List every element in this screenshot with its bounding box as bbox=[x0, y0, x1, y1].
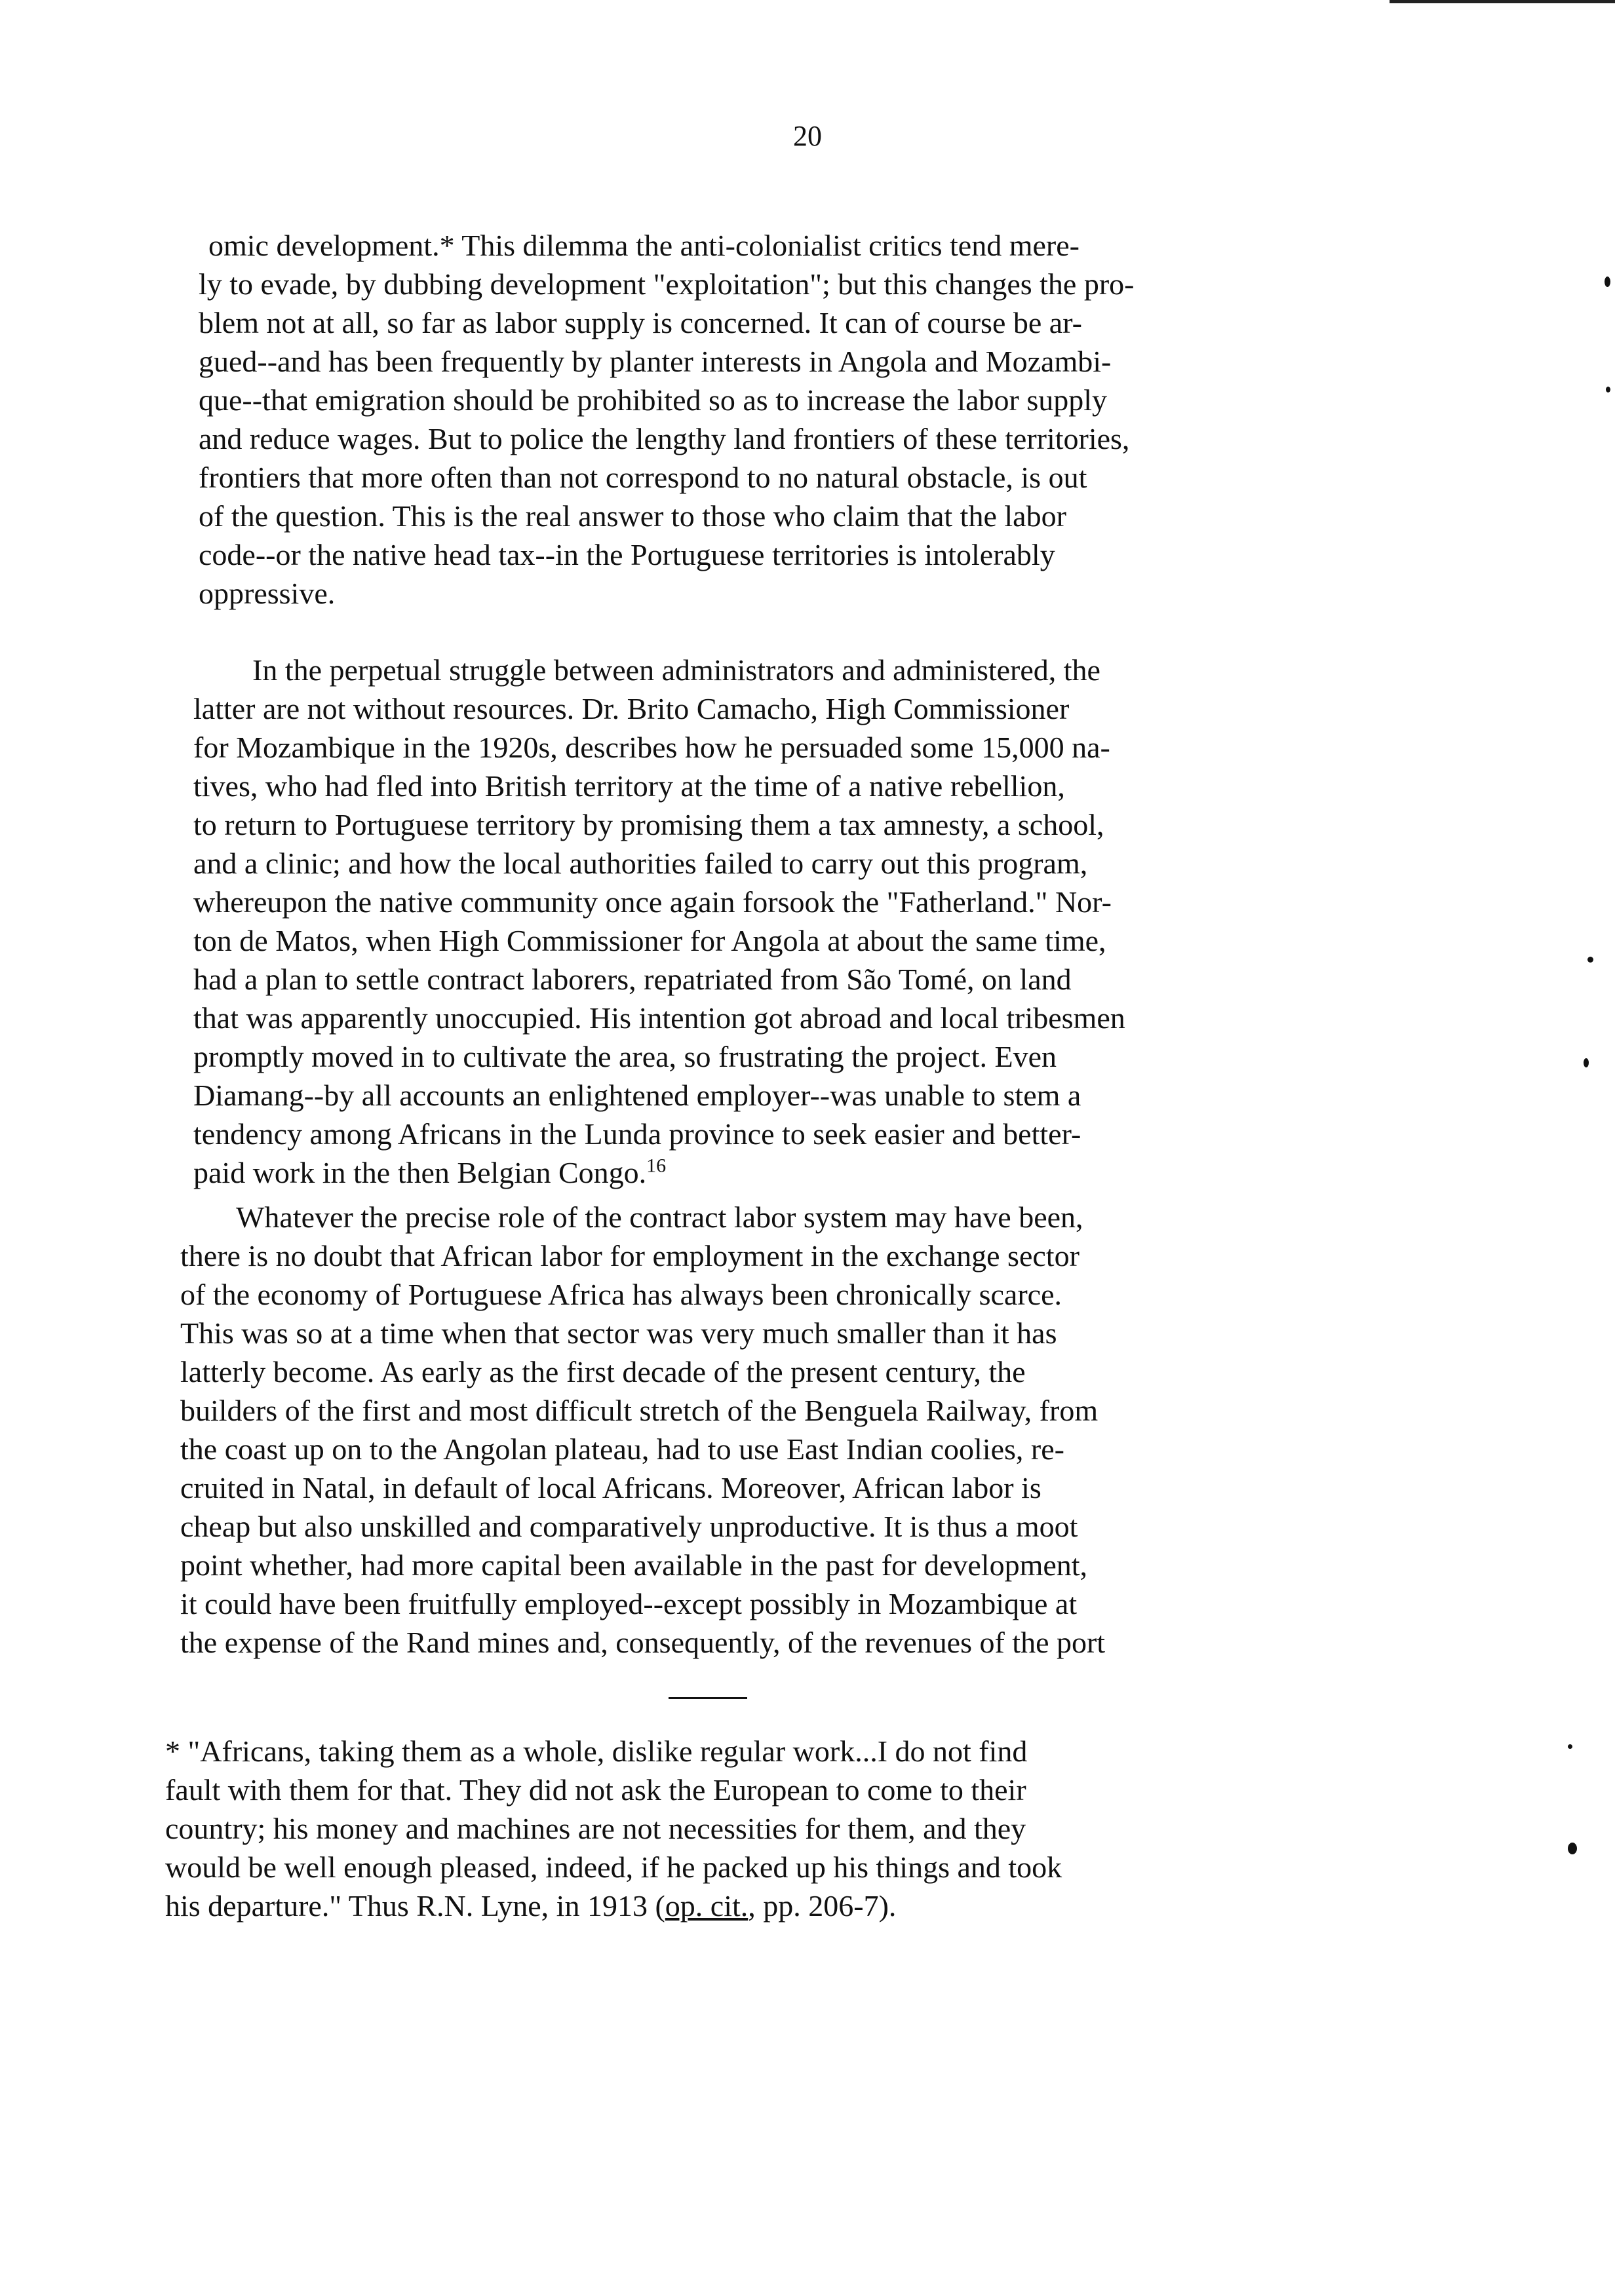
footnote-line: fault with them for that. They did not ask the European to come to their bbox=[165, 1773, 1026, 1807]
text-line: the coast up on to the Angolan plateau, had to use East Indian coolies, re- bbox=[180, 1432, 1064, 1466]
text-line: that was apparently unoccupied. His intention got abroad and local tribesmen bbox=[193, 1001, 1125, 1035]
text-line: tives, who had fled into British territory at the time of a native rebellion, bbox=[193, 769, 1065, 803]
text-line: and reduce wages. But to police the lengthy land frontiers of these territories, bbox=[199, 422, 1130, 455]
footnote-line: country; his money and machines are not necessities for them, and they bbox=[165, 1812, 1026, 1845]
text-line: Whatever the precise role of the contract labor system may have been, bbox=[236, 1200, 1083, 1234]
scan-speck bbox=[1568, 1843, 1577, 1854]
text-line-body: paid work in the then Belgian Congo. bbox=[193, 1156, 647, 1189]
text-line: gued--and has been frequently by planter interests in Angola and Mozambi- bbox=[199, 345, 1112, 378]
scan-speck bbox=[1568, 1744, 1572, 1749]
text-line: code--or the native head tax--in the Portuguese territories is intolerably bbox=[199, 538, 1055, 571]
footnote-text: his departure." Thus R.N. Lyne, in 1913 ( bbox=[165, 1889, 665, 1923]
text-line: omic development.* This dilemma the anti-colonialist critics tend mere- bbox=[208, 229, 1080, 262]
page-number: 20 bbox=[793, 120, 822, 152]
text-line: of the question. This is the real answer to those who claim that the labor bbox=[199, 499, 1066, 533]
footnote-separator bbox=[669, 1697, 747, 1699]
text-line: ton de Matos, when High Commissioner for Angola at about the same time, bbox=[193, 924, 1106, 957]
text-line: the expense of the Rand mines and, consequently, of the revenues of the port bbox=[180, 1626, 1106, 1659]
text-line: there is no doubt that African labor for employment in the exchange sector bbox=[180, 1239, 1080, 1272]
text-line: cruited in Natal, in default of local Africans. Moreover, African labor is bbox=[180, 1471, 1041, 1504]
text-line: point whether, had more capital been available in the past for development, bbox=[180, 1548, 1088, 1582]
text-line: latter are not without resources. Dr. Brito Camacho, High Commissioner bbox=[193, 692, 1070, 725]
text-line: promptly moved in to cultivate the area, so frustrating the project. Even bbox=[193, 1040, 1057, 1073]
footnote-ref: 16 bbox=[646, 1155, 667, 1177]
scan-speck bbox=[1584, 1058, 1589, 1067]
text-line-with-footnote-ref bbox=[193, 1155, 666, 1191]
text-line: to return to Portuguese territory by promising them a tax amnesty, a school, bbox=[193, 808, 1104, 841]
scan-speck bbox=[1587, 957, 1593, 963]
text-line: tendency among Africans in the Lunda province to seek easier and better- bbox=[193, 1117, 1081, 1151]
text-line: This was so at a time when that sector was very much smaller than it has bbox=[180, 1316, 1057, 1350]
footnote-line: would be well enough pleased, indeed, if he packed up his things and took bbox=[165, 1850, 1062, 1884]
text-line: builders of the first and most difficult stretch of the Benguela Railway, from bbox=[180, 1394, 1099, 1427]
text-line: blem not at all, so far as labor supply is concerned. It can of course be ar- bbox=[199, 306, 1082, 339]
text-line: In the perpetual struggle between administrators and administered, the bbox=[252, 653, 1100, 687]
text-line: whereupon the native community once again forsook the "Fatherland." Nor- bbox=[193, 885, 1112, 919]
text-line: Diamang--by all accounts an enlightened employer--was unable to stem a bbox=[193, 1079, 1081, 1112]
footnote-citation: op. cit. bbox=[665, 1889, 749, 1923]
text-line: of the economy of Portuguese Africa has always been chronically scarce. bbox=[180, 1278, 1062, 1311]
text-line: for Mozambique in the 1920s, describes how he persuaded some 15,000 na- bbox=[193, 731, 1110, 764]
footnote-line bbox=[165, 1888, 896, 1924]
scan-speck bbox=[1605, 277, 1610, 287]
scan-speck bbox=[1606, 387, 1610, 392]
footnote-text: , pp. 206-7). bbox=[748, 1889, 897, 1923]
text-line: cheap but also unskilled and comparatively unproductive. It is thus a moot bbox=[180, 1510, 1078, 1543]
text-line: que--that emigration should be prohibited so as to increase the labor supply bbox=[199, 383, 1108, 417]
text-line: it could have been fruitfully employed--except possibly in Mozambique at bbox=[180, 1587, 1078, 1620]
text-line: frontiers that more often than not correspond to no natural obstacle, is out bbox=[199, 461, 1087, 494]
text-line: and a clinic; and how the local authorities failed to carry out this program, bbox=[193, 847, 1088, 880]
top-edge-rule bbox=[1390, 0, 1615, 3]
text-line: ly to evade, by dubbing development "exploitation"; but this changes the pro- bbox=[199, 267, 1135, 301]
text-line: latterly become. As early as the first decade of the present century, the bbox=[180, 1355, 1026, 1388]
footnote-line: * "Africans, taking them as a whole, dislike regular work...I do not find bbox=[165, 1734, 1028, 1768]
text-line: had a plan to settle contract laborers, repatriated from São Tomé, on land bbox=[193, 963, 1072, 996]
text-line: oppressive. bbox=[199, 577, 336, 610]
